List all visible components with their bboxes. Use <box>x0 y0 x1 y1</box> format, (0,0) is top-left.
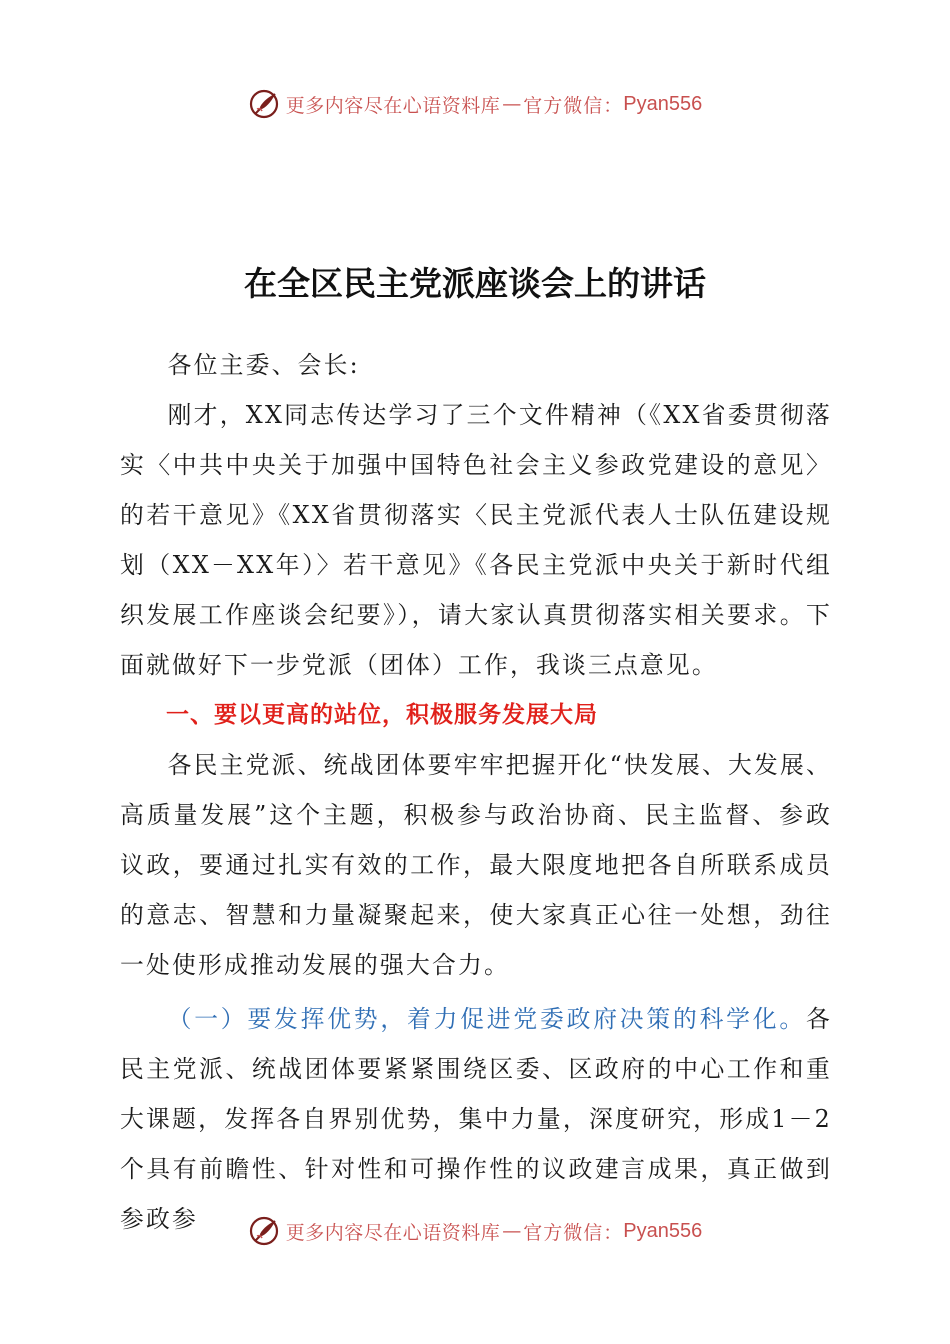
header-banner <box>0 84 950 124</box>
banner-brand: 更多内容尽在心语资料库 <box>285 1221 501 1244</box>
banner-wechat-id: Pyan556 <box>623 92 703 115</box>
document-title: 在全区民主党派座谈会上的讲话 <box>244 264 706 303</box>
subsection-1-paragraph <box>120 994 832 1244</box>
subsection-heading-1: （一）要发挥优势，着力促进党委政府决策的科学化。 <box>167 1005 806 1033</box>
subsection-1-body: 各民主党派、统战团体要紧紧围绕区委、区政府的中心工作和重大课题，发挥各自界别优势，集中力量，深度研究，形成1－2个具有前瞻性、针对性和可操作性的议政建言成果，真正做到参政参 <box>120 1005 832 1233</box>
salutation: 各位主委、会长: <box>167 351 360 379</box>
banner-wechat-id: Pyan556 <box>623 1219 703 1242</box>
banner-dash: — <box>502 1220 522 1242</box>
footer-banner <box>0 1211 950 1251</box>
section-1-paragraph: 各民主党派、统战团体要牢牢把握开化“快发展、大发展、高质量发展”这个主题，积极参与政治协商、民主监督、参政议政，要通过扎实有效的工作，最大限度地把各自所联系成员的意志、智慧和力量凝聚起来，使大家真正心往一处想，劲往一处使形成推动发展的强大合力。 <box>120 751 832 979</box>
banner-dash: — <box>502 93 522 115</box>
banner-wechat-label: 官方微信： <box>523 94 624 117</box>
document-body <box>120 340 832 1244</box>
section-heading-1: 一、要以更高的站位，积极服务发展大局 <box>166 702 598 728</box>
quill-logo-icon <box>248 87 282 121</box>
banner-brand: 更多内容尽在心语资料库 <box>285 94 501 117</box>
quill-logo-icon <box>248 1214 282 1248</box>
banner-wechat-label: 官方微信： <box>523 1221 624 1244</box>
intro-paragraph: 刚才，XX同志传达学习了三个文件精神（《XX省委贯彻落实〈中共中央关于加强中国特色社会主义参政党建设的意见〉的若干意见》《XX省贯彻落实〈民主党派代表人士队伍建设规划（XX－XX年）〉若干意见》《各民主党派中央关于新时代组织发展工作座谈会纪要》），请大家认真贯彻落实相关要求。下面就做好下一步党派（团体）工作，我谈三点意见。 <box>120 401 832 679</box>
